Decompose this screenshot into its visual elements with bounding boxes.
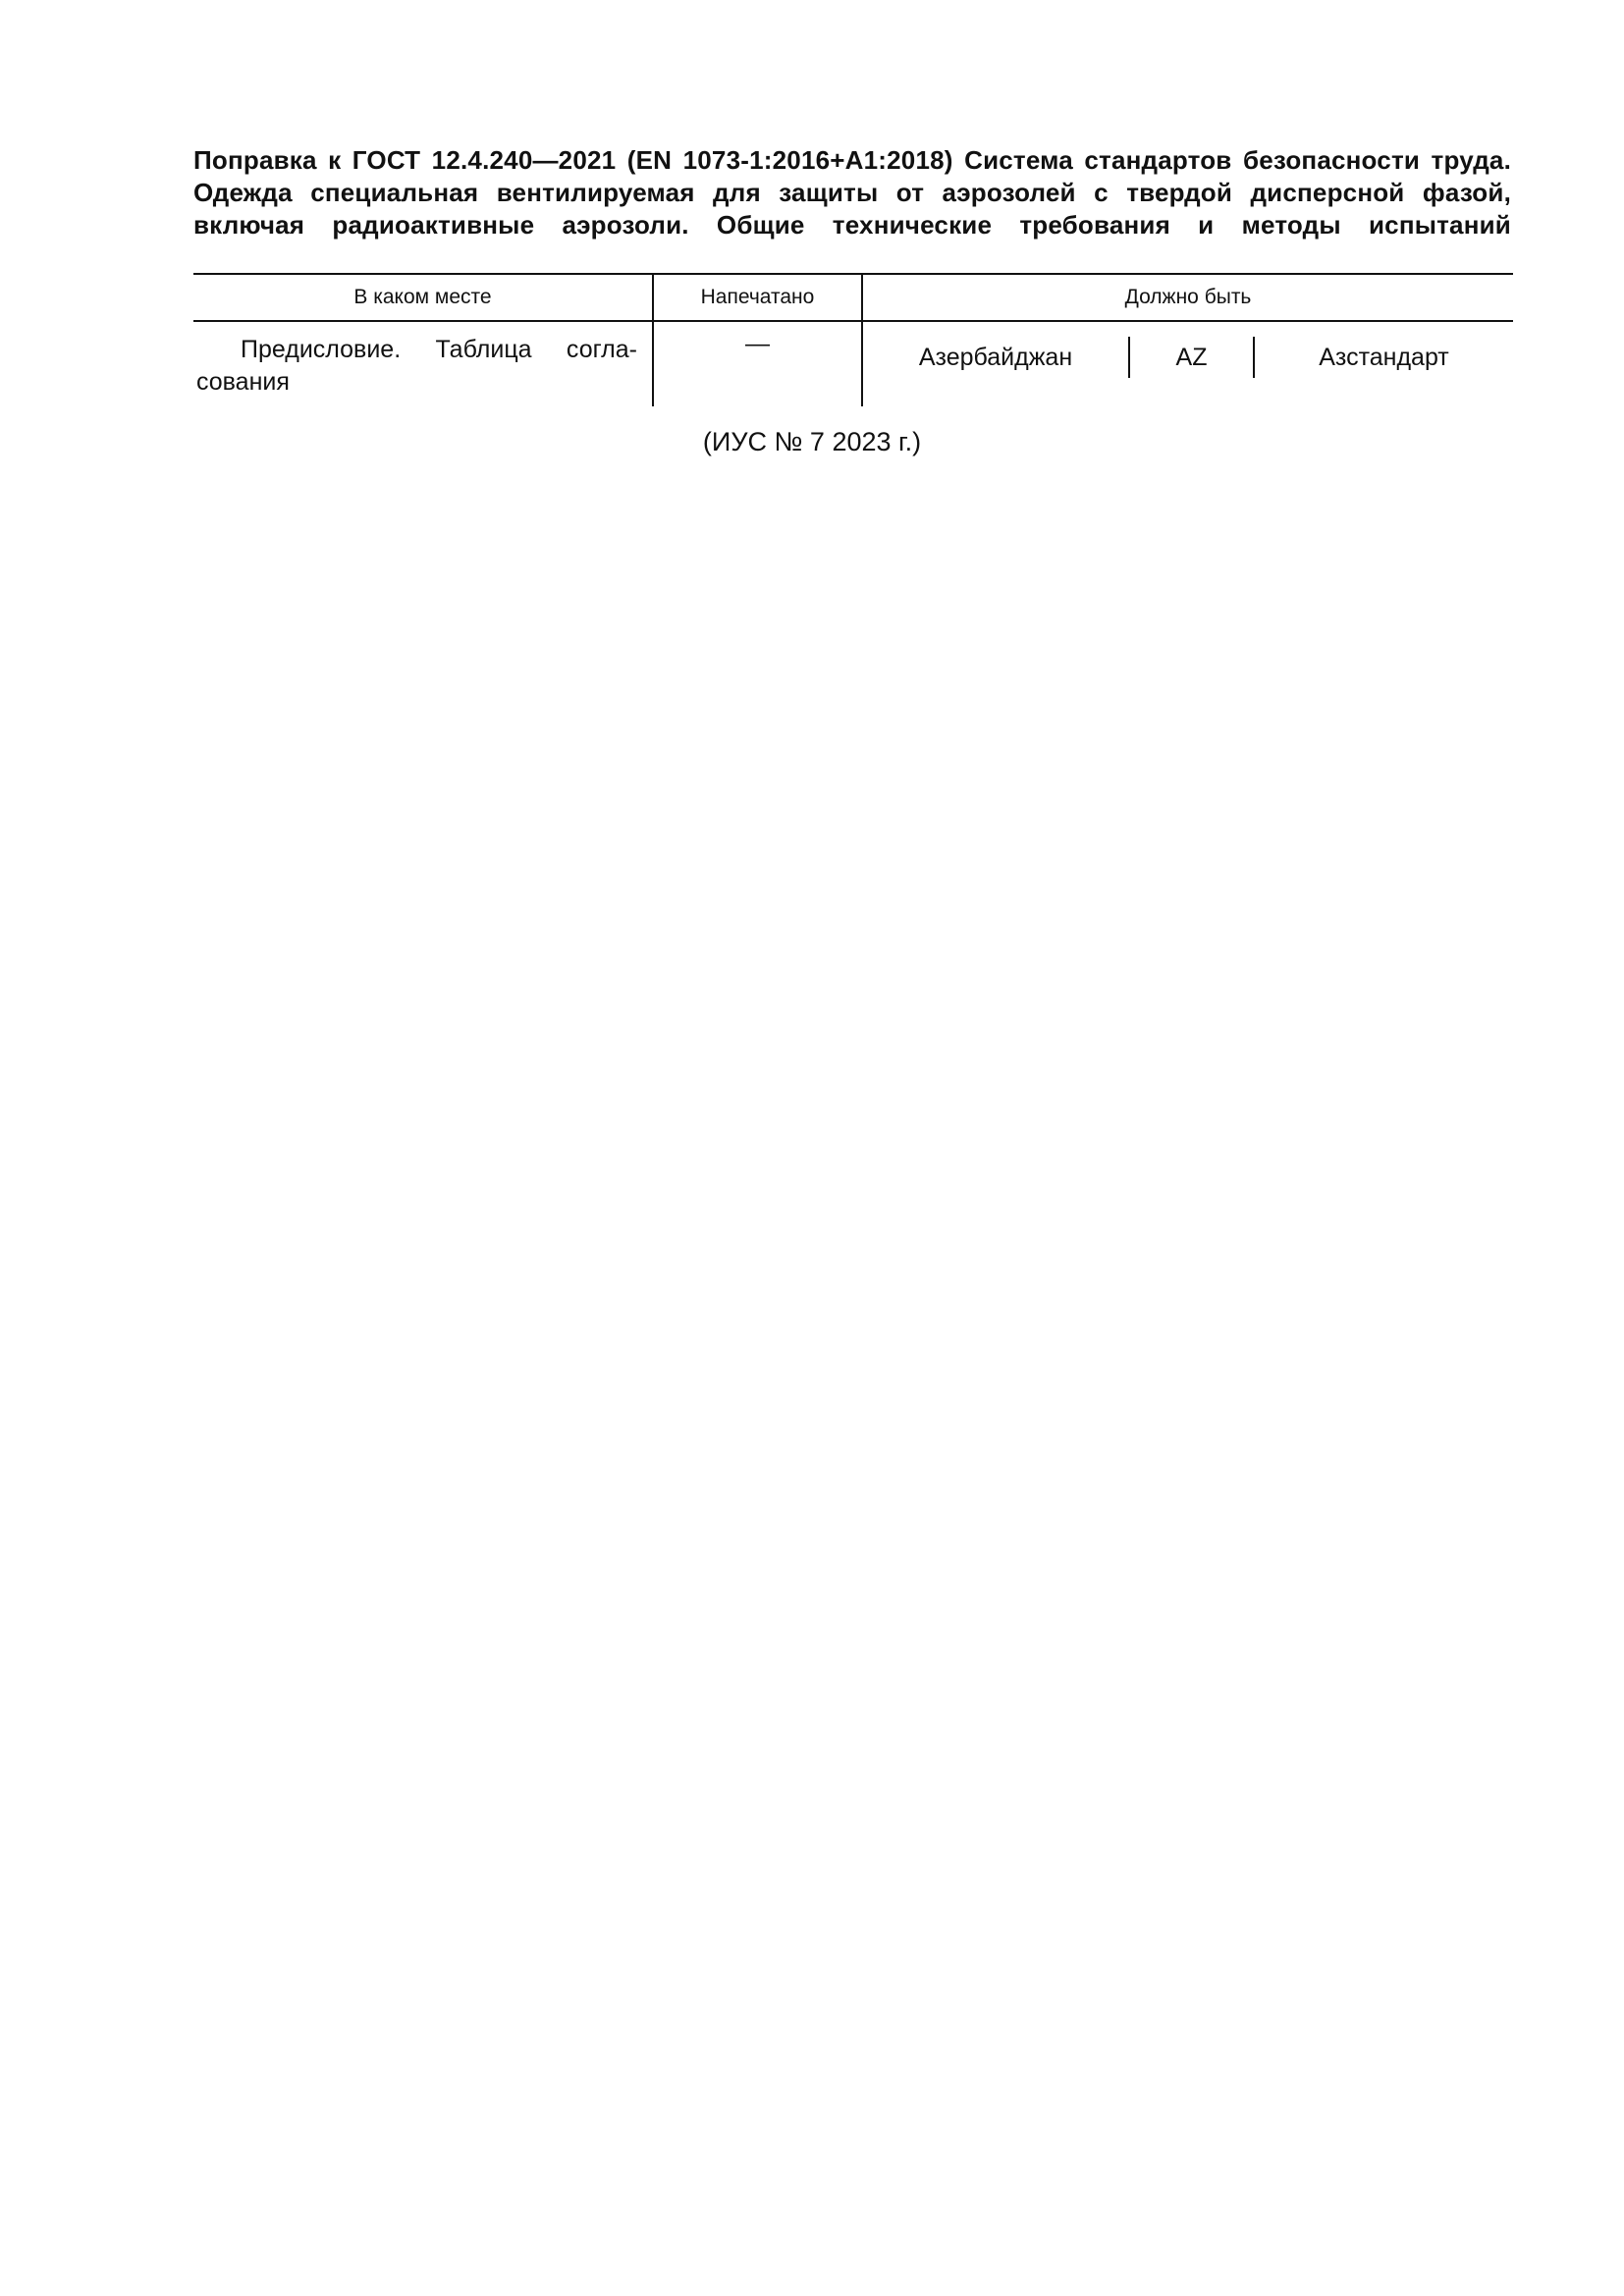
country-name: Азербайджан: [918, 343, 1073, 371]
cell-where-text: Предисловие. Таблица согла-сования: [196, 336, 637, 396]
country-code: AZ: [1128, 337, 1255, 378]
standards-body: Азстандарт: [1319, 343, 1449, 371]
table-header-row: [193, 274, 1513, 321]
cell-should-be: [862, 321, 1513, 406]
issue-note: (ИУС № 7 2023 г.): [702, 427, 922, 456]
header-where: В каком месте: [193, 274, 653, 321]
should-be-group: [863, 337, 1513, 378]
header-should-be: Должно быть: [862, 274, 1513, 321]
cell-where: [193, 321, 653, 406]
header-printed: Напечатано: [653, 274, 862, 321]
cell-printed: —: [653, 321, 862, 406]
document-title: Поправка к ГОСТ 12.4.240—2021 (EN 1073-1:2016+A1:2018) Система стандартов безопасности труда. Одежда специальная вентилируемая для защиты от аэрозолей с твердой дисперсной фазой, включая радиоактивные аэрозоли. Общие технические требования и методы испытаний: [193, 145, 1511, 240]
table-row: [193, 321, 1513, 406]
amendment-table: [193, 273, 1513, 406]
